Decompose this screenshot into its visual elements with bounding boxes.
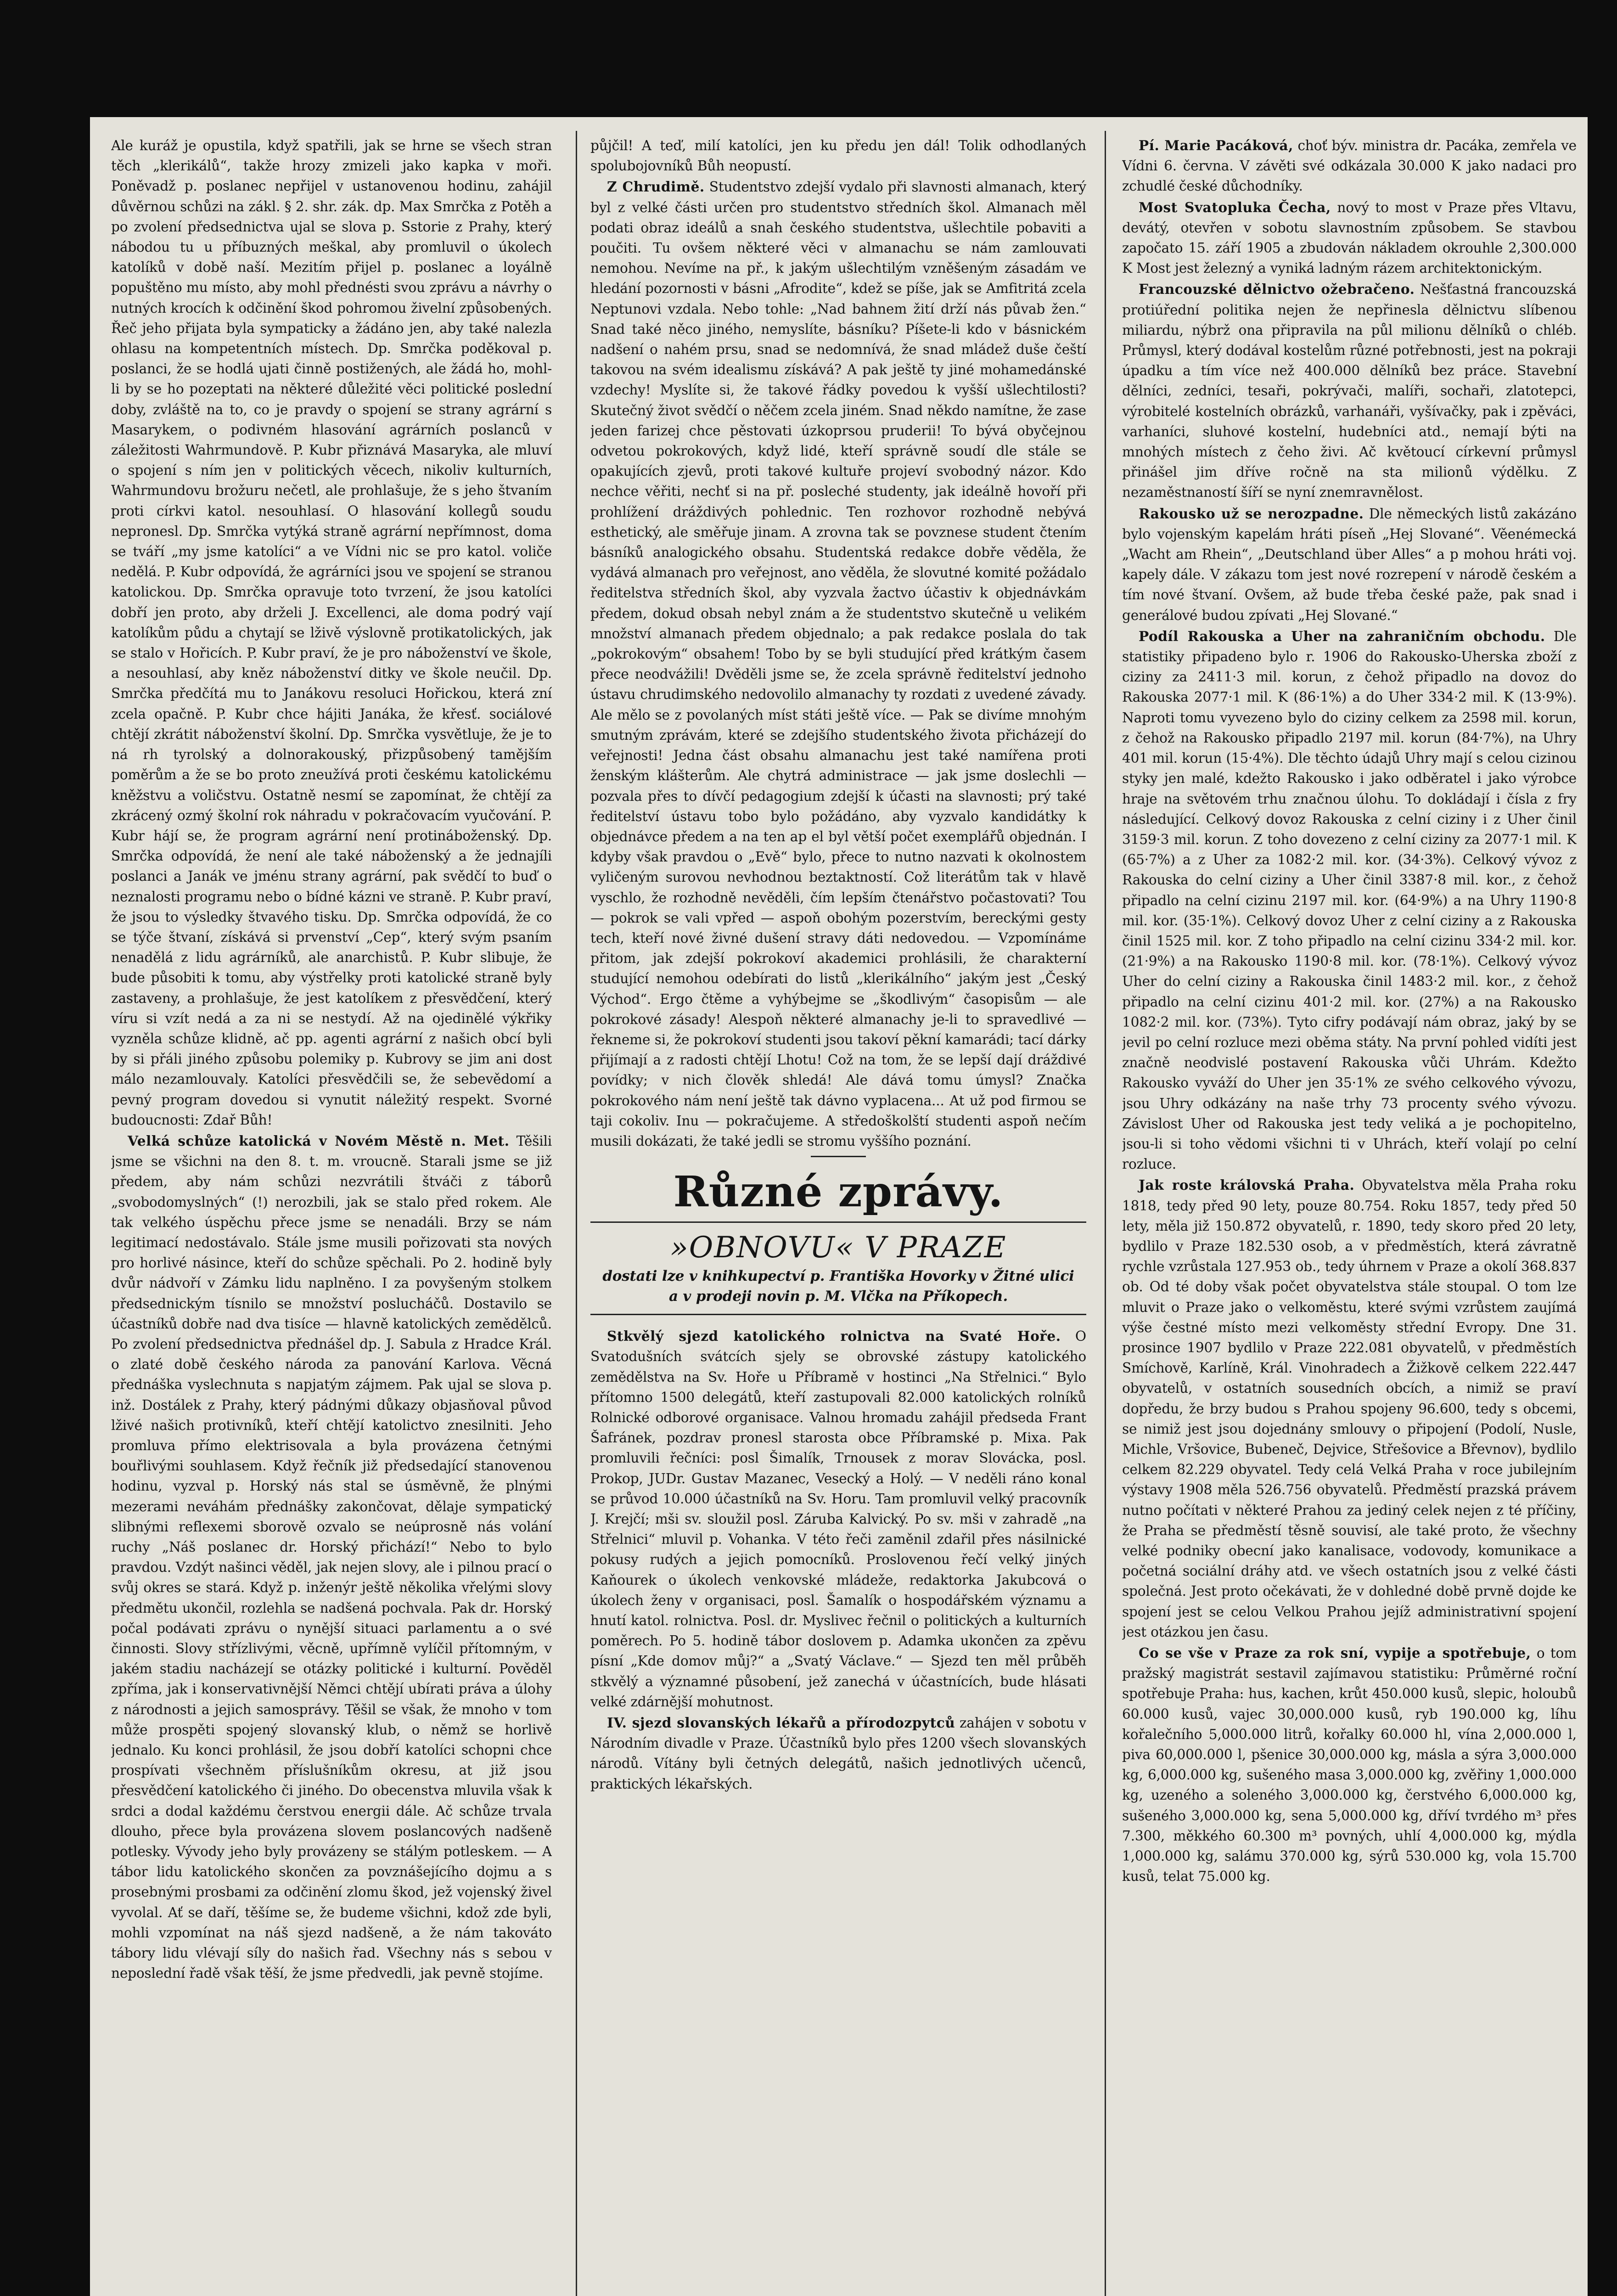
article-text: O Svatodušních svátcích sjely se obrovské zástupy katolického zemědělstva na Sv. Hoře u Příbramě v hostinci „Na Střelnici.“ Bylo přítomno 1500 delegátů, kteří zastupovali 82.000 katolických rolníků Rolnické odborové organisace. Valnou hromadu zahájil předseda Frant Šafránek, pozdrav pronesl starosta obce Příbramské p. Mixa. Pak promluvili řečníci: posl Šimalík, Trnousek z morav Slovácka, posl. Prokop, JUDr. Gustav Mazanec, Vesecký a Holý. — V neděli ráno konal se průvod 10.000 účastníků na Sv. Horu. Tam promluvil velký pracovník J. Krejčí; mši sv. sloužil posl. Záruba Kalvický. Po sv. mši v zahradě „na Střelnici“ mluvil p. Vohanka. V této řeči zaměnil zdařil přes násilnické pokusy rudých a jejich pomocníků. Proslovenou řečí velký jiných Kaňourek o úkolech venkovské mládeže, redaktorka Jakubcová o úkolech ženy v organisaci, posl. Šamalík o hospodářském významu a hnutí katol. rolnictva. Posl. dr. Myslivec řečnil o politických a kulturních poměrech. Po 5. hodině tábor doslovem p. Adamka ukončen za zpěvu písní „Kde domov můj?“ a „Svatý Václave.“ — Sjezd ten měl průběh stkvělý a významné působení, jež zanechá v účastnících, bude hlásati velké zdárnější mohutnost. xyxy=(590,1328,1086,1710)
article-text: Obyvatelstva měla Praha roku 1818, tedy před 90 lety, pouze 80.754. Roku 1857, tedy před 50 lety, měla již 150.872 obyvatelů, r. 1890, tedy skoro před 20 lety, bydlilo v Praze 182.530 osob, a v předměstích, která závratně rychle vzrůstala 127.953 ob., tedy úhrnem v Praze a okolí 368.837 ob. Od té doby však počet obyvatelstva stále stoupal. O tom lze mluvit o Praze jako o velkoměstu, které svými vzrůstem zaujímá výše čestné místo mezi velkoměsty střední Evropy. Dne 31. prosince 1907 bydlilo v Praze 222.081 obyvatelů, v předměstích Smíchově, Karlíně, Král. Vinohradech a Žižkově celkem 222.447 obyvatelů, v ostatních sousedních obcích, a nimiž se praví dopředu, že brzy budou s Prahou spojeny 96.600, tedy s obcemi, se nimiž jest jsou dojednány smlouvy o připojení (Podolí, Nusle, Michle, Vršovice, Bubeneč, Dejvice, Střešovice a Břevnov), bydlilo celkem 82.229 obyvatel. Tedy celá Velká Praha v roce jubilejním výstavy 1908 měla 526.756 obyvatelů. Předměstí prazská právem nutno počítati v některé Prahou za jediný celek nejen z té příčiny, že Praha se předměstí těsně souvisí, ale také proto, že všechny velké podniky obecní jako kanalisace, vodovody, komunikace a početná sociální dráhy atd. ve všech ostatních jsou z velké části společná. Jest proto očekávati, že v dohledné době prvně dojde ke spojení jest se celou Velkou Prahou jejíž administrativní spojení jest otázkou jen času. xyxy=(1122,1177,1577,1640)
article-text: Nešťastná francouzská protiúřední politika nejen že nepřinesla dělnictvu slíbenou miliardu, nýbrž ona připravila na půl milionu dělníků o chléb. Průmysl, který dodával kostelům různé potřebnosti, jest na pokraji úpadku a tím více než 400.000 dělníků bez práce. Stavební dělníci, zedníci, tesaři, pokrývači, malíři, sochaři, zlatotepci, výrobitelé kostelních obrázků, varhanáři, vyšívačky, pak i zpěváci, varhaníci, sluhové kostelní, hudebníci atd., nemají býti na mnohých místech z čeho živi. Ač květoucí církevní průmysl přinášel jim dříve ročně na sta milionů výdělku. Z nezaměstnaností šíří se nyní znemravnělost. xyxy=(1122,281,1577,501)
article-text: Ale kuráž je opustila, když spatřili, jak se hrne se všech stran těch „klerikálů“, takže hrozy zmizeli jako kapka v moři. Poněvadž p. poslanec nepřijel v ustanovenou hodinu, zahájil důvěrnou schůzi na zákl. § 2. shr. zák. dp. Max Smrčka z Potěh a po zvolení předsednictva ujal se slova p. Sstorie z Prahy, který nábodou tu u příbuzných meškal, aby promluvil o úkolech katolíků v době naší. Mezitím přijel p. poslanec a loyálně popuštěno mu místo, aby mohl přednésti svou zprávu a návrhy o nutných krocích k odčinění škod pohromou živelní způsobených. Řeč jeho přijata byla sympaticky a žádáno jen, aby také nalezla ohlasu na kompetentních místech. Dp. Smrčka poděkoval p. poslanci, že se hodlá ujati činně postižených, ale žádá ho, mohl-li by se ho pozeptati na některé důležité věci politické poslední doby, zvláště na to, co je pravdy o spojení se strany agrární s Masarykem, o podivném hlasování agrárních poslanců v záležitosti Wahrmundově. P. Kubr přiznává Masaryka, ale mluví o spojení s ním jen v politických věcech, nikoliv kulturních, Wahrmundovu brožuru nečetl, ale prohlašuje, že s jeho štvaním proti církvi katol. nesouhlasí. O hlasování kollegů soudu nepronesl. Dp. Smrčka vytýká straně agrární nepřímnost, doma se tváří „my jsme katolíci“ a ve Vídni nic se pro katol. voliče nedělá. P. Kubr odpovídá, že agrárníci jsou ve spojení se stranou katolickou. Dp. Smrčka opravuje toto tvrzení, že jsou katolíci dobří jen proto, aby drželi J. Excellenci, ale doma podrý vají katolíkům půdu a chytají se lživě výslovně protikatolických, jak se stalo v Hořicích. P. Kubr praví, že je pro náboženství ve škole, a nesouhlasí, aby kněz náboženství ditky ve škole neučil. Dp. Smrčka předčítá mu to Janákovu resoluci Hořickou, která zní zcela opačně. P. Kubr chce hájiti Janáka, že křesť. sociálové chtějí zkrátit náboženství školní. Dp. Smrčka vysvětluje, že je to ná rh tyrolský a dolnorakouský, přizpůsobený tamějším poměrům a že se bo proto zneužívá proti českému katolickému kněžstvu a voličstvu. Ostatně nesmí se zapomínat, že chtějí za zkrácený ozmý školní rok náhradu v pokračovacím vyučování. P. Kubr hájí se, že program agrární není protináboženský. Dp. Smrčka odpovídá, že není ale také náboženský a že jednajíli poslanci a Janák ve jménu strany agrární, pak svědčí to buď o neznalosti programu nebo o bídné kázni ve straně. P. Kubr praví, že jsou to výsledky štvavého tisku. Dp. Smrčka odpovídá, že co se týče štvaní, získává si prvenství „Cep“, který svým psaním nenadělá z lidu agrárníků, ale anarchistů. P. Kubr slibuje, že bude působiti k tomu, aby výstřelky proti katolické straně byly zastaveny, a prohlašuje, že jest katolíkem z přesvědčení, který víru si vzít nedá a za ni se nestydí. Až na ojedinělé výkřiky vyzněla schůze klidně, ač pp. agenti agrární z našich obcí byli by si přáli jiného způsobu polemiky p. Kubrovy se jim ani dost málo nezamlouvaly. Katolíci přesvědčili se, že sebevědomí a pevný program dovedou si vynutit náležitý respekt. Svorné budoucnosti: Zdař Bůh! xyxy=(111,138,552,1128)
article-paragraph xyxy=(590,1713,1086,1794)
article-text: o tom pražský magistrát sestavil zajímavou statistiku: Průměrné roční spotřebuje Praha: hus, kachen, krůt 450.000 kusů, slepic, holoubů 60.000 kusů, vajec 30,000.000 kusů, ryb 190.000 kg, líhu kořalečního 5,000.000 litrů, kořalky 60.000 hl, vína 2,000.000 l, piva 60,000.000 l, pšenice 30,000.000 kg, másla a sýra 3,000.000 kg, 6,000.000 kg, sušeného masa 3,000.000 kg, zvěřiny 1,000.000 kg, uzeného a soleného 3,000.000 kg, čerstvého 6,000.000 kg, sušeného 3,000.000 kg, sena 5,000.000 kg, dříví tvrdého m³ přes 7.300, měkkého 60.300 m³ povných, uhlí 4,000.000 kg, mýdla 1,000.000 kg, salámu 370.000 kg, sýrů 530.000 kg, vola 15.700 kusů, telat 75.000 kg. xyxy=(1122,1645,1577,1885)
article-paragraph xyxy=(1122,1643,1577,1886)
article-paragraph xyxy=(1122,1175,1577,1642)
article-heading: Jak roste královská Praha. xyxy=(1139,1177,1355,1193)
article-text: choť býv. ministra dr. Pacáka, zemřela ve Vídni 6. června. V závěti své odkázala 30.000 K jako nadaci pro zchudlé české důchodníky. xyxy=(1122,138,1577,194)
article-heading: Rakousko už se nerozpadne. xyxy=(1139,505,1364,522)
article-heading: IV. sjezd slovanských lékařů a přírodozpytců xyxy=(607,1715,955,1731)
article-heading: Francouzské dělnictvo ožebračeno. xyxy=(1139,281,1415,298)
article-text: Dle německých listů zakázáno bylo vojenským kapelám hráti píseň „Hej Slované“. Věenémecká „Wacht am Rhein“, „Deutschland über Alles“ a p mohou hráti voj. kapely dále. V zákazu tom jest nové rozrepení v národě českém a tím nové štvaní. Ovšem, až bude třeba české paže, pak snad i generálové budou zpívati „Hej Slované.“ xyxy=(1122,506,1577,623)
advertisement-box xyxy=(590,1221,1086,1315)
article-paragraph xyxy=(590,1326,1086,1712)
column-middle xyxy=(590,135,1086,2296)
ad-title: »OBNOVU« V PRAZE xyxy=(670,1231,1007,1265)
article-paragraph xyxy=(1122,504,1577,625)
section-title: Různé zprávy. xyxy=(673,1167,1004,1217)
column-right xyxy=(1122,135,1577,2296)
article-paragraph xyxy=(1122,135,1577,197)
column-left xyxy=(111,135,552,2296)
middle-articles-top xyxy=(590,135,1086,1151)
article-heading: Z Chrudimě. xyxy=(607,179,705,195)
article-text: Studentstvo zdejší vydalo při slavnosti almanach, který byl z velké části určen pro studentstvo středních škol. Almanach měl podati obraz ideálů a snah českého studentstva, ušlechtile pobaviti a poučiti. Tu ovšem některé věci v almanachu se nám zamlouvati nemohou. Nevíme na př., k jakým ušlechtilým vzněšeným zásadám ve hledání pozornosti v básni „Afrodite“, kdež se píše, jak se Amfitritá zcela Neptunovi vzdala. Nebo tohle: „Nad bahnem žití drží nás půvab žen.“ Snad také něco jiného, nemyslíte, básníku? Píšete-li kdo v básnickém nadšení o nahém prsu, snad se nedomnívá, že snad mládež duše čeští takovou na svém idealismu získává? A pak ještě ty jiné mohamedánské vzdechy! Myslíte si, že takové řádky povedou k vyšší ušlechtilosti? Skutečný život svědčí o něčem zcela jiném. Snad někdo namítne, že zase jeden farizej chce pěstovati úzkoprsou pruderii! To bývá obyčejnou odvetou pokrokových, když lidé, kteří správně soudí dle stále se opakujících zjevů, proti takové kultuře projeví svobodný názor. Kdo nechce věřiti, nechť si na př. posleché studenty, jak ideálně hovoří při prohlížení dráždivých pohlednic. Ten rozhovor rozhodně nebývá esthetický, ale směřuje jinam. A zrovna tak se povznese student čtením básníků analogického obsahu. Studentská redakce dobře věděla, že vydává almanach pro veřejnost, ano věděla, že slovutné komité požádalo ředitelstva středních škol, aby vyzvala žactvo účastiv k objednávkám předem, dokud obsah nebyl znám a že studentstvo skutečně u velikém množství almanach předem objednalo; a pak redakce poslala do tak „pokrokovým“ obsahem! Tobo by se byli studující před krátkým časem přece neodvážili! Dvěděli jsme se, že zcela správně ředitelství jednoho ústavu chrudimského nedovolilo almanachy ty rozdati z uvedené závady. Ale mělo se z povolaných míst státi ještě více. — Pak se divíme mnohým smutným zprávám, které se zdejšího studentského života přicházejí do veřejnosti! Jedna část obsahu almanachu jest také namířena proti ženským klášterům. Ale chytrá administrace — jak jsme doslechli — pozvala přes to dívčí pedagogium zdejší k účasti na slavnosti; prý také ředitelství ústavu tobo bylo požádáno, aby vyzvalo kandidátky k objednávce předem a na ten ap el byl větší počet exemplářů objednán. I kdyby však pravdou o „Evě“ bylo, přece to nutno nazvati k okolnostem vyličeným surovou nevhodnou beztaktností. Což literátům tak v hlavě vyschlo, že rozhodně nevěděli, čím lepším čtenářstvo počastovati? Tou — pokrok se vali vpřed — aspoň obohým pozerstvím, bereckými gesty tech, kteří nové živné dušení stravy dáti nedovedou. — Vzpomínáme přitom, jak zdejší pokrokoví akademici prohlásili, že charakterní studující nemohou odebírati do listů „klerikálního“ jakým jest „Český Východ“. Ergo čtěme a vyhýbejme se „škodlivým“ časopisům — ale pokrokové zásady! Alespoň některé almanachy je-li to spravedlivé — řekneme si, že pokrokoví studenti jsou takoví pěkní kamarádi; tací dárky přijímají a z radosti chtějí Lhotu! Což na tom, že se lepší dají dráždivé povídky; v nich člověk shledá! Ale dává tomu úmysl? Značka pokrokového nám není ještě tak dávno vyplacena... At už pod firmou se taji cokoliv. Inu — pokračujeme. A středoškolští studenti aspoň nečím musili dokázati, že také jedli se stromu vyššího poznání. xyxy=(590,179,1086,1149)
article-text: Dle statistiky připadeno bylo r. 1906 do Rakousko-Uherska zboží z ciziny za 2411·3 mil. korun, z čehož připadlo na dovoz do Rakouska 2077·1 mil. K (86·1%) a do Uher 334·2 mil. K (13·9%). Naproti tomu vyvezeno bylo do ciziny celkem za 2598 mil. korun, z čehož na Rakousko připadlo 2197 mil. korun (84·7%), na Uhry 401 mil. korun (15·4%). Dle těchto údajů Uhry mají s celou cizinou styky jen malé, kdežto Rakousko i jako odběratel i jako výrobce hraje na světovém trhu značnou úlohu. To dokládají i čísla z fry následující. Celkový dovoz Rakouska z celní ciziny i z Uher činil 3159·3 mil. korun. Z toho dovezeno z celní ciziny za 2077·1 mil. K (65·7%) a z Uher za 1082·2 mil. kor. (34·3%). Celkový vývoz z Rakouska do celní ciziny a Uher činil 3387·8 mil. kor., z čehož připadlo na celní cizinu 2197 mil. kor. (64·9%) a na Uhry 1190·8 mil. kor. (35·1%). Celkový dovoz Uher z celní ciziny a z Rakouska činil 1525 mil. kor. Z toho připadlo na celní cizinu 334·2 mil. kor. (21·9%) a na Rakousko 1190·8 mil. kor. (78·1%). Celkový vývoz Uher do celní ciziny a Rakouska činil 1483·2 mil. kor., z čehož připadlo na celní cizinu 401·2 mil. kor. (27%) a na Rakousko 1082·2 mil. kor. (73%). Tyto cifry podávají nám obraz, jaký by se jevil po celní rozluce mezi oběma státy. Na první pohled vidíti jest značně neodvislé postavení Rakouska vůči Uhrám. Kdežto Rakousko vyváží do Uher jen 35·1% ze svého celkového vývozu, jsou Uhry odkázány na naše trhy 73 procenty svého vývozu. Závislost Uher od Rakouska jest tedy veliká a je pochopitelno, jsou-li si toho vědomi všichni ti v Uhrách, kteří volají po celní rozluce. xyxy=(1122,628,1577,1172)
article-heading: Podíl Rakouska a Uher na zahraničním obchodu. xyxy=(1139,628,1545,644)
article-text: Těšili jsme se všichni na den 8. t. m. vroucně. Starali jsme se již předem, aby nám schůzi nezvrátili štváči z táborů „svobodomyslných“ (!) nerozbili, jak se stalo před rokem. Ale tak velkého úspěchu přece jsme se nenadáli. Brzy se nám legitimací nedostávalo. Stále jsme musili pořizovati sta nových pro horlivé násince, kteří do schůze spěchali. Po 2. hodině byly dvůr nádvoří v Zámku lidu naplněno. I za povyšeným stolkem předsednickým tísnilo se množství poslucháčů. Dostavilo se účastníků dobře nad dva tisíce — hlavně katolických zemědělců. Po zvolení předsednictva přednášel dp. J. Sabula z Hradce Král. o zlaté době českého národa za panování Karlova. Věcná přednáška vyslechnuta s napjatým zájmem. Pak ujal se slova p. inž. Dostálek z Prahy, který pádnými důkazy objasňoval původ lživé našich protivníků, kteří chtějí katolictvo znesilniti. Jeho promluva přímo elektrisovala a byla provázena četnými bouřlivými souhlasem. Když řečník již předsedající stanovenou hodinu, vyzval p. Horský nás stal se úsměvně, že plnými mezerami neváhám přednášky zakončovat, dělaje sympatický slibnými reflexemi sborově ozvalo se neúprosně nás volání ruchy „Náš poslanec dr. Horský přichází!“ Nebo to bylo pravdou. Vzdýt našinci věděl, jak nejen slovy, ale i pilnou prací o svůj okres se stará. Když p. inženýr ještě několika vřelými slovy předmětu ukončil, rozlehla se nadšená pochvala. Pak dr. Horský počal podávati zprávu o nynější situaci parlamentu a o své činnosti. Slovy střízlivými, věcně, upřímně vylíčil přítomným, v jakém stadiu nacházejí se otázky politické i kulturní. Pověděl zpříma, jak i konservativnější Němci chtějí ubírati práva a úlohy z národnosti a jejich samosprávy. Těšil se však, že mnoho v tom může prospěti spojený slovanský klub, o němž se horlivě jednalo. Ku konci prohlásil, že jsou dobří katolíci schopni chce prospívati všechněm příslušníkům okresu, at již jsou přesvědčení katolického či jiného. Do obecenstva mluvila však k srdci a dodal každému čerstvou energii dále. Ač schůze trvala dlouho, přece byla provázena slovem poslancových nadšeně potlesky. Vývody jeho byly provázeny se stálým potleskem. — A tábor lidu katolického skončen za povznášejícího dojmu a s prosebnými prosbami za odčinění zlomu škod, jež vojenský živel vyvolal. Ať se daří, těšíme se, že budeme všichni, kdož zde byli, mohli vzpomínat na náš sjezd nadšeně, a že nám takováto tábory lidu vlévají síly do našich řad. Všechny nás s sebou v neposlední řadě však těší, že jsme předvedli, jak pevně stojíme. xyxy=(111,1133,552,1981)
article-paragraph xyxy=(111,1131,552,1984)
section-divider xyxy=(811,1156,866,1157)
ad-text: dostati lze v knihkupectví p. Františka Hovorky v Žitné ulici a v prodeji novin p. M. Vlčka na Příkopech. xyxy=(602,1268,1074,1305)
article-heading: Co se vše v Praze za rok sní, vypije a spotřebuje, xyxy=(1139,1645,1531,1661)
article-heading: Velká schůze katolická v Novém Městě n. Met. xyxy=(128,1132,510,1149)
article-paragraph xyxy=(111,135,552,1130)
middle-articles-bottom xyxy=(590,1326,1086,1794)
article-text: půjčil! A teď, milí katolíci, jen ku předu jen dál! Tolik odhodlaných spolubojovníků Bůh neopustí. xyxy=(590,138,1086,174)
article-text: nový to most v Praze přes Vltavu, devátý, otevřen v sobotu slavnostním způsobem. Se stavbou započato 15. září 1905 a zbudován nákladem okrouhle 2,300.000 K Most jest železný a vyniká ladným rázem architektonickým. xyxy=(1122,199,1577,276)
article-heading: Pí. Marie Pacáková, xyxy=(1139,137,1293,153)
article-paragraph xyxy=(590,135,1086,176)
column-divider xyxy=(1105,131,1106,2296)
column-divider xyxy=(576,131,577,2296)
article-heading: Stkvělý sjezd katolického rolnictva na Svaté Hoře. xyxy=(607,1328,1061,1345)
article-paragraph xyxy=(590,177,1086,1151)
article-paragraph xyxy=(1122,626,1577,1174)
article-paragraph xyxy=(1122,279,1577,502)
article-text: zahájen v sobotu v Národním divadle v Praze. Účastníků bylo přes 1200 všech slovanských národů. Vítány byli četných delegátů, našich jednotlivých učenců, praktických lékařských. xyxy=(590,1715,1086,1792)
article-heading: Most Svatopluka Čecha, xyxy=(1139,199,1331,215)
article-paragraph xyxy=(1122,197,1577,279)
newspaper-page xyxy=(90,117,1588,2296)
